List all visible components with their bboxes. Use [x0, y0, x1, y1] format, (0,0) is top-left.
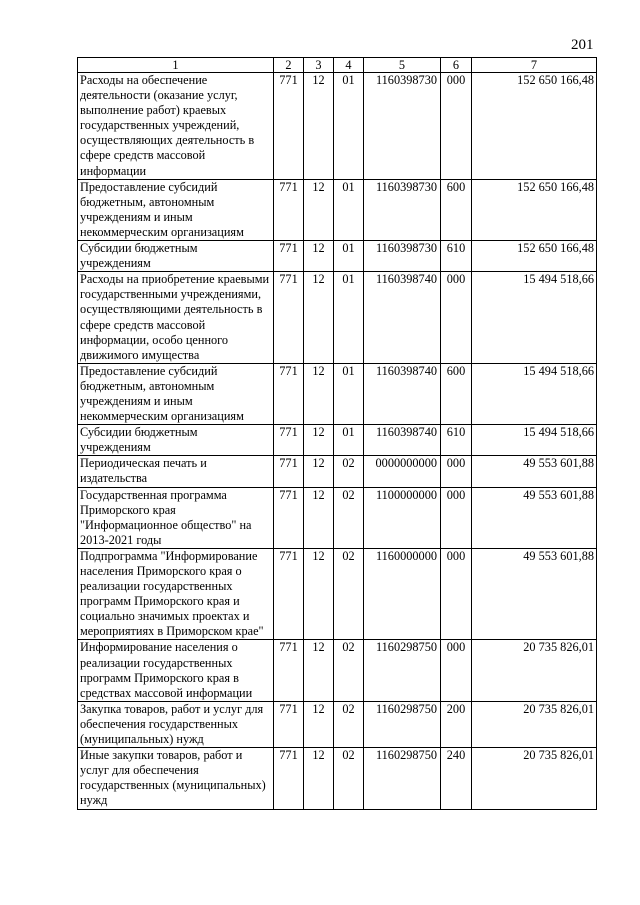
target-article-code: 1160298750 [364, 701, 441, 747]
subsection-code: 02 [334, 487, 364, 548]
section-code: 12 [304, 548, 334, 640]
target-article-code: 1160298750 [364, 640, 441, 701]
ministry-code: 771 [274, 272, 304, 364]
subsection-code: 01 [334, 73, 364, 180]
target-article-code: 1100000000 [364, 487, 441, 548]
amount: 15 494 518,66 [472, 272, 597, 364]
section-code: 12 [304, 241, 334, 272]
amount: 152 650 166,48 [472, 241, 597, 272]
table-row [78, 456, 597, 487]
subsection-code: 02 [334, 456, 364, 487]
item-name: Предоставление субсидий бюджетным, автономным учреждениям и иным некоммерческим организациям [78, 363, 274, 424]
column-header: 6 [441, 58, 472, 73]
amount: 20 735 826,01 [472, 748, 597, 809]
target-article-code: 1160398730 [364, 179, 441, 240]
ministry-code: 771 [274, 425, 304, 456]
expense-type-code: 240 [441, 748, 472, 809]
table-row [78, 179, 597, 240]
amount: 49 553 601,88 [472, 487, 597, 548]
ministry-code: 771 [274, 487, 304, 548]
amount: 152 650 166,48 [472, 179, 597, 240]
table-row [78, 425, 597, 456]
section-code: 12 [304, 640, 334, 701]
item-name: Субсидии бюджетным учреждениям [78, 425, 274, 456]
item-name: Иные закупки товаров, работ и услуг для обеспечения государственных (муниципальных) нужд [78, 748, 274, 809]
item-name: Расходы на приобретение краевыми государственными учреждениями, осуществляющими деятельность в сфере средств массовой информации, особо ценного движимого имущества [78, 272, 274, 364]
amount: 49 553 601,88 [472, 548, 597, 640]
ministry-code: 771 [274, 548, 304, 640]
item-name: Предоставление субсидий бюджетным, автономным учреждениям и иным некоммерческим организациям [78, 179, 274, 240]
item-name: Периодическая печать и издательства [78, 456, 274, 487]
section-code: 12 [304, 363, 334, 424]
ministry-code: 771 [274, 701, 304, 747]
amount: 20 735 826,01 [472, 640, 597, 701]
section-code: 12 [304, 272, 334, 364]
target-article-code: 1160398730 [364, 241, 441, 272]
table-row [78, 363, 597, 424]
ministry-code: 771 [274, 73, 304, 180]
column-header: 5 [364, 58, 441, 73]
subsection-code: 01 [334, 241, 364, 272]
subsection-code: 01 [334, 363, 364, 424]
expense-type-code: 000 [441, 487, 472, 548]
ministry-code: 771 [274, 179, 304, 240]
subsection-code: 02 [334, 748, 364, 809]
target-article-code: 1160398730 [364, 73, 441, 180]
target-article-code: 1160398740 [364, 272, 441, 364]
section-code: 12 [304, 425, 334, 456]
subsection-code: 01 [334, 425, 364, 456]
amount: 20 735 826,01 [472, 701, 597, 747]
amount: 49 553 601,88 [472, 456, 597, 487]
expense-type-code: 000 [441, 640, 472, 701]
target-article-code: 1160398740 [364, 425, 441, 456]
table-row [78, 487, 597, 548]
section-code: 12 [304, 701, 334, 747]
subsection-code: 02 [334, 548, 364, 640]
table-row [78, 701, 597, 747]
column-header: 3 [304, 58, 334, 73]
ministry-code: 771 [274, 640, 304, 701]
expense-type-code: 200 [441, 701, 472, 747]
target-article-code: 1160298750 [364, 748, 441, 809]
item-name: Государственная программа Приморского края "Информационное общество" на 2013-2021 годы [78, 487, 274, 548]
column-header: 4 [334, 58, 364, 73]
section-code: 12 [304, 487, 334, 548]
ministry-code: 771 [274, 456, 304, 487]
ministry-code: 771 [274, 363, 304, 424]
expense-type-code: 600 [441, 179, 472, 240]
expense-type-code: 000 [441, 548, 472, 640]
target-article-code: 1160000000 [364, 548, 441, 640]
column-header: 2 [274, 58, 304, 73]
table-row [78, 748, 597, 809]
column-header: 7 [472, 58, 597, 73]
expense-type-code: 600 [441, 363, 472, 424]
target-article-code: 0000000000 [364, 456, 441, 487]
item-name: Подпрограмма "Информирование населения Приморского края о реализации государственных программ Приморского края и социально значимых проектах и мероприятиях в Приморском крае" [78, 548, 274, 640]
amount: 15 494 518,66 [472, 363, 597, 424]
section-code: 12 [304, 179, 334, 240]
section-code: 12 [304, 748, 334, 809]
section-code: 12 [304, 73, 334, 180]
item-name: Закупка товаров, работ и услуг для обеспечения государственных (муниципальных) нужд [78, 701, 274, 747]
expense-type-code: 610 [441, 425, 472, 456]
item-name: Расходы на обеспечение деятельности (оказание услуг, выполнение работ) краевых государственных учреждений, осуществляющих деятельность в сфере средств массовой информации [78, 73, 274, 180]
target-article-code: 1160398740 [364, 363, 441, 424]
column-header: 1 [78, 58, 274, 73]
amount: 152 650 166,48 [472, 73, 597, 180]
subsection-code: 01 [334, 272, 364, 364]
section-code: 12 [304, 456, 334, 487]
amount: 15 494 518,66 [472, 425, 597, 456]
expense-type-code: 000 [441, 272, 472, 364]
table-row [78, 73, 597, 180]
item-name: Субсидии бюджетным учреждениям [78, 241, 274, 272]
table-header-row [78, 58, 597, 73]
subsection-code: 01 [334, 179, 364, 240]
page-number: 201 [571, 37, 594, 53]
ministry-code: 771 [274, 748, 304, 809]
table-row [78, 272, 597, 364]
table-row [78, 548, 597, 640]
expense-type-code: 000 [441, 456, 472, 487]
expense-type-code: 000 [441, 73, 472, 180]
ministry-code: 771 [274, 241, 304, 272]
item-name: Информирование населения о реализации государственных программ Приморского края в средствах массовой информации [78, 640, 274, 701]
table-row [78, 241, 597, 272]
table-row [78, 640, 597, 701]
subsection-code: 02 [334, 701, 364, 747]
subsection-code: 02 [334, 640, 364, 701]
budget-table [77, 57, 597, 810]
expense-type-code: 610 [441, 241, 472, 272]
